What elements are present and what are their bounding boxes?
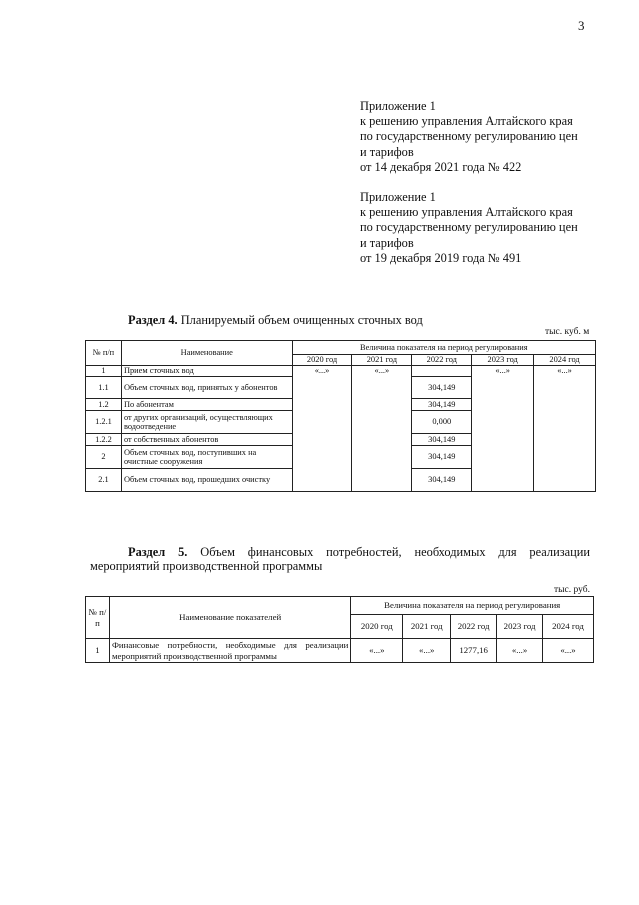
section5-table xyxy=(85,596,594,663)
section5-title-rest: Объем финансовых потребностей, необходимых для реализации xyxy=(187,545,590,559)
row-num: 1.2 xyxy=(86,399,122,411)
header-name: Наименование xyxy=(121,341,292,366)
value-2022: 304,149 xyxy=(412,469,472,492)
value-2022 xyxy=(412,366,472,377)
header-year: 2021 год xyxy=(403,615,451,639)
header-period: Величина показателя на период регулирования xyxy=(351,597,594,615)
header-year: 2022 год xyxy=(412,355,472,366)
value-2022: 304,149 xyxy=(412,399,472,411)
section5-unit: тыс. руб. xyxy=(554,585,590,595)
section4-title-rest: Планируемый объем очищенных сточных вод xyxy=(177,313,423,327)
row-name: По абонентам xyxy=(121,399,292,411)
row-num: 1.2.1 xyxy=(86,411,122,434)
header-year: 2023 год xyxy=(497,615,543,639)
section5-title-line2: мероприятий производственной программы xyxy=(90,559,323,573)
value-2024: «...» xyxy=(534,366,596,492)
row-num: 2.1 xyxy=(86,469,122,492)
header-year: 2023 год xyxy=(472,355,534,366)
appendix-line: к решению управления Алтайского края xyxy=(360,205,573,220)
row-num: 1 xyxy=(86,639,110,663)
section4-title xyxy=(128,313,423,328)
table-row xyxy=(86,366,596,377)
header-name: Наименование показателей xyxy=(109,597,350,639)
appendix-line: и тарифов xyxy=(360,144,414,159)
appendix-line: Приложение 1 xyxy=(360,99,436,113)
appendix-previous xyxy=(360,190,578,266)
value-2021: «...» xyxy=(352,366,412,492)
value-2020: «...» xyxy=(351,639,403,663)
appendix-line: Приложение 1 xyxy=(360,190,436,204)
row-name: Объем сточных вод, прошедших очистку xyxy=(121,469,292,492)
row-num: 1.1 xyxy=(86,377,122,399)
value-2021: «...» xyxy=(403,639,451,663)
appendix-line: и тарифов xyxy=(360,235,414,250)
row-name: Финансовые потребности, необходимые для реализации мероприятий производственной программы xyxy=(109,639,350,663)
header-num: № п/п xyxy=(86,341,122,366)
header-year: 2024 год xyxy=(543,615,594,639)
section4-unit: тыс. куб. м xyxy=(545,327,590,337)
header-year: 2022 год xyxy=(451,615,497,639)
appendix-line: по государственному регулированию цен xyxy=(360,129,578,144)
value-2022: 304,149 xyxy=(412,377,472,399)
header-year: 2021 год xyxy=(352,355,412,366)
section5-title xyxy=(90,545,590,573)
section5-title-bold: Раздел 5. xyxy=(128,545,188,559)
row-name: Объем сточных вод, принятых у абонентов xyxy=(121,377,292,399)
appendix-line: от 14 декабря 2021 года № 422 xyxy=(360,159,522,174)
value-2022: 0,000 xyxy=(412,411,472,434)
header-period: Величина показателя на период регулирования xyxy=(292,341,595,355)
page-number: 3 xyxy=(578,18,585,33)
row-num: 1.2.2 xyxy=(86,434,122,446)
appendix-line: от 19 декабря 2019 года № 491 xyxy=(360,250,522,265)
value-2022: 304,149 xyxy=(412,446,472,469)
header-num: № п/п xyxy=(86,597,110,639)
header-year: 2020 год xyxy=(351,615,403,639)
section4-table xyxy=(85,340,596,492)
value-2023: «...» xyxy=(472,366,534,492)
appendix-line: по государственному регулированию цен xyxy=(360,220,578,235)
appendix-line: к решению управления Алтайского края xyxy=(360,114,573,129)
table-row xyxy=(86,639,594,663)
row-num: 1 xyxy=(86,366,122,377)
row-name: Прием сточных вод xyxy=(121,366,292,377)
appendix-current xyxy=(360,99,578,175)
header-year: 2024 год xyxy=(534,355,596,366)
section4-title-bold: Раздел 4. xyxy=(128,313,178,327)
value-2020: «...» xyxy=(292,366,352,492)
value-2024: «...» xyxy=(543,639,594,663)
value-2023: «...» xyxy=(497,639,543,663)
row-num: 2 xyxy=(86,446,122,469)
value-2022: 304,149 xyxy=(412,434,472,446)
value-2022: 1277,16 xyxy=(451,639,497,663)
header-year: 2020 год xyxy=(292,355,352,366)
row-name: от собственных абонентов xyxy=(121,434,292,446)
row-name: от других организаций, осуществляющих водоотведение xyxy=(121,411,292,434)
row-name: Объем сточных вод, поступивших на очистные сооружения xyxy=(121,446,292,469)
